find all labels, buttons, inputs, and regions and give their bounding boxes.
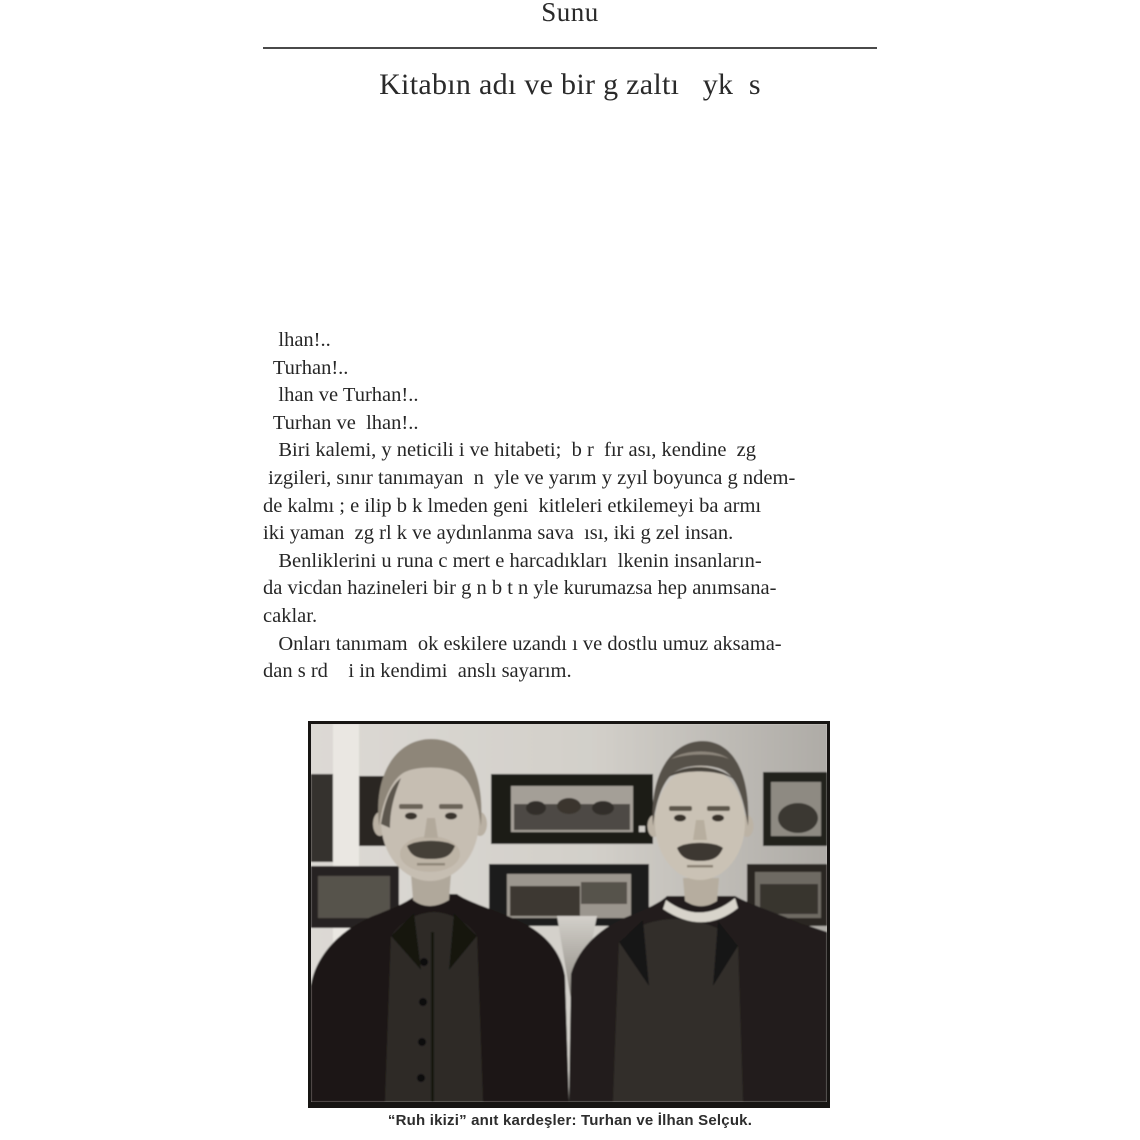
- text-line: izgileri, sınır tanımayan n yle ve yarım y zyıl boyunca g ndem-: [263, 466, 796, 489]
- text-line: iki yaman zg rl k ve aydınlanma sava ısı, iki g zel insan.: [263, 522, 734, 545]
- photo-caption: “Ruh ikizi” anıt kardeşler: Turhan ve İlhan Selçuk.: [387, 1112, 753, 1129]
- text-line: dan s rd i in kendimi anslı sayarım.: [263, 660, 572, 683]
- text-line: lhan!..: [263, 329, 331, 351]
- text-line: Turhan!..: [263, 356, 349, 379]
- photo-of-turhan-and-ilhan: [308, 721, 830, 1108]
- text-line: Biri kalemi, y neticili i ve hitabeti; b r fır ası, kendine zg: [263, 439, 757, 462]
- photo-illustration: [311, 724, 827, 1102]
- text-line: Onları tanımam ok eskilere uzandı ı ve dostlu umuz aksama-: [263, 632, 782, 655]
- page-title: Sunu: [541, 0, 599, 27]
- text-line: Turhan ve lhan!..: [263, 411, 419, 434]
- text-line: lhan ve Turhan!..: [263, 384, 419, 407]
- text-line: de kalmı ; e ilip b k lmeden geni kitleleri etkilemeyi ba armı: [263, 494, 762, 517]
- text-line: da vicdan hazineleri bir g n b t n yle kurumazsa hep anımsana-: [263, 577, 777, 600]
- divider-rule: [263, 47, 877, 49]
- text-line: caklar.: [263, 604, 318, 627]
- text-line: Benliklerini u runa c mert e harcadıkları lkenin insanların-: [263, 549, 762, 572]
- body-text: [263, 327, 888, 686]
- chapter-heading: Kitabın adı ve bir g zaltı yk s: [379, 68, 761, 101]
